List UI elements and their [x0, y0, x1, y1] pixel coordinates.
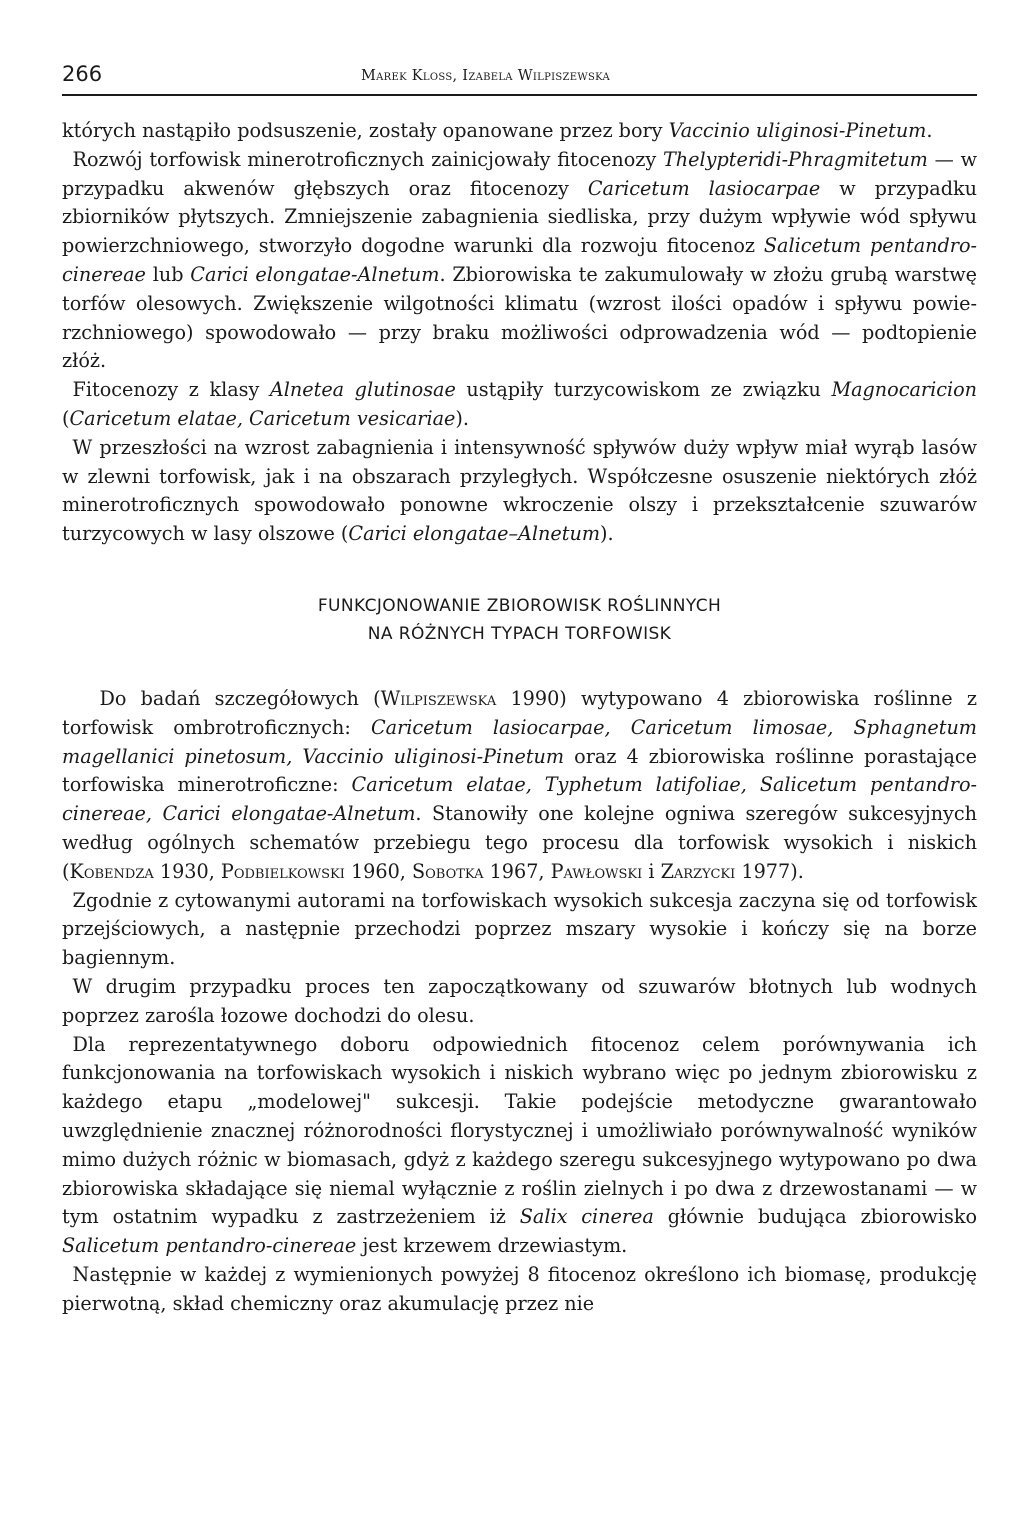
italic-text: Caricetum elatae, Typhetum latifoliae, Salicetum pentandro-cinereae, Carici elongatae-Alnetum	[62, 773, 977, 826]
italic-text: Salicetum pentandro-cinereae	[62, 234, 977, 286]
text-run: głównie budująca zbiorowisko	[653, 1205, 978, 1229]
italic-text: Caricetum lasiocarpae, Caricetum limosae, Sphagnetum magellanici pinetosum, Vaccinio uliginosi-Pinetum	[62, 715, 977, 768]
author-name: Zarzycki	[660, 859, 736, 883]
paragraph	[62, 887, 977, 973]
text-run: W przeszłości na wzrost zabagnienia i intensywność spływów duży wpływ miał wyrąb lasów w zlewni torfowisk, jak i na obszarach przyległych. Współczesne osuszenie niektórych złóż minerotroficznych spowodowało ponowne wkroczenie olszy i przekształcenie szuwarów turzycowych w lasy olszowe (	[62, 435, 977, 546]
text-run: — w przypadku akwenów głębszych oraz fitocenozy	[62, 147, 977, 200]
text-run: Do badań szczegółowych (	[99, 686, 381, 710]
text-run: ustąpiły turzycowiskom ze związku	[455, 378, 832, 402]
paragraph	[62, 146, 977, 376]
italic-text: Salicetum pentandro-cinereae	[62, 1234, 357, 1258]
section-heading	[62, 592, 977, 648]
text-run: których nastąpiło podsuszenie, zostały opanowane przez bory	[62, 119, 669, 142]
italic-text: Vaccinio uliginosi-Pinetum	[668, 119, 927, 142]
paragraph	[62, 685, 977, 887]
text-run: 1960,	[344, 859, 412, 883]
italic-text: Caricetum elatae, Caricetum vesicariae	[69, 406, 456, 430]
page-header	[62, 62, 977, 96]
section-heading-line: FUNKCJONOWANIE ZBIOROWISK ROŚLINNYCH	[317, 595, 722, 616]
author-name: Wilpiszewska	[380, 686, 497, 710]
italic-text: Caricetum lasiocarpae	[587, 176, 821, 200]
text-run: w przypadku zbiorników płytszych. Zmniejszenie zabagnienia siedliska, przy dużym wpływie wód spływu powierzchniowego, stworzyło dogodne warunki dla rozwoju fitocenoz	[62, 176, 977, 258]
text-run: (	[62, 406, 70, 430]
text-run: W drugim przypadku proces ten zapoczątkowany od szuwarów błotnych lub wodnych poprzez zarośla łozowe dochodzi do olesu.	[62, 974, 977, 1027]
text-run: Dla reprezentatywnego doboru odpowiednich fitocenoz celem porównywania ich funkcjonowania na torfowiskach wysokich i niskich wybrano więc po jednym zbiorowisku z każdego etapu „modelowej" sukcesji. Takie podejście metodyczne gwarantowało uwzględnienie znacznej różnorodności florystycznej i umożliwiało porównywalność wyników mimo dużych różnic w biomasach, gdyż z każdego szeregu sukcesyjnego wytypowano po dwa zbiorowiska składające się niemal wyłącznie z roślin zielnych i po dwa z drzewostanami — w tym ostatnim wypadku z zastrzeżeniem iż	[62, 1032, 977, 1229]
text-run: . Zbiorowiska te zakumulowały w złożu grubą warstwę torfów olesowych. Zwiększenie wilgotności klimatu (wzrost ilości opadów i spływu powierzchniowego) spowodowało — przy braku możliwości odprowadzenia wód — podtopienie złóż.	[62, 262, 978, 373]
text-run: oraz 4 zbiorowiska roślinne porastające torfowiska minerotroficzne:	[62, 744, 977, 797]
text-run: ).	[600, 522, 614, 546]
text-run: .	[926, 119, 933, 142]
italic-text: Thelypteridi-Phragmitetum	[663, 147, 928, 171]
paragraph	[62, 1031, 977, 1261]
body-text	[62, 117, 977, 1318]
author-name: Sobotka	[411, 859, 484, 883]
text-run: 1990) wytypowano 4 zbiorowiska roślinne z torfowisk ombrotroficznych:	[62, 686, 977, 739]
section-heading-line: NA RÓŻNYCH TYPACH TORFOWISK	[367, 623, 672, 644]
text-run: Fitocenozy z klasy	[72, 378, 270, 402]
italic-text: Magnocaricion	[831, 378, 978, 402]
paragraph	[62, 376, 977, 434]
paragraph	[62, 117, 977, 146]
text-run: . Stanowiły one kolejne ogniwa szeregów sukcesyjnych według ogólnych schematów przebiegu tego procesu dla torfowisk wysokich i niskich (	[62, 802, 977, 883]
italic-text: Carici elongatae-Alnetum	[190, 262, 440, 286]
text-run: jest krzewem drzewiastym.	[356, 1234, 628, 1258]
text-run: 1977).	[735, 859, 804, 883]
page-number: 266	[62, 62, 103, 86]
author-name: Podbielkowski	[220, 859, 345, 883]
text-run: i	[642, 859, 661, 883]
text-run: Rozwój torfowisk minerotroficznych zainicjowały fitocenozy	[72, 147, 663, 171]
italic-text: Carici elongatae–Alnetum	[348, 522, 601, 546]
author-name: Pawłowski	[550, 859, 643, 883]
text-run: 1930,	[153, 859, 221, 883]
text-run: 1967,	[483, 859, 551, 883]
text-run: ).	[455, 406, 469, 430]
text-run: Następnie w każdej z wymienionych powyżej 8 fitocenoz określono ich biomasę, produkcję pierwotną, skład chemiczny oraz akumulację przez nie	[62, 1262, 977, 1315]
paragraph	[62, 1261, 977, 1319]
text-run: Zgodnie z cytowanymi autorami na torfowiskach wysokich sukcesja zaczyna się od torfowisk przejściowych, a następnie przechodzi poprzez mszary wysokie i kończy się na borze bagiennym.	[62, 888, 977, 970]
paragraph	[62, 973, 977, 1031]
text-run: lub	[145, 262, 191, 286]
italic-text: Alnetea glutinosae	[269, 378, 456, 402]
author-name: Kobendza	[69, 859, 154, 883]
running-head: Marek Kloss, Izabela Wilpiszewska	[361, 68, 610, 84]
italic-text: Salix cinerea	[519, 1205, 654, 1229]
paragraph	[62, 434, 977, 549]
